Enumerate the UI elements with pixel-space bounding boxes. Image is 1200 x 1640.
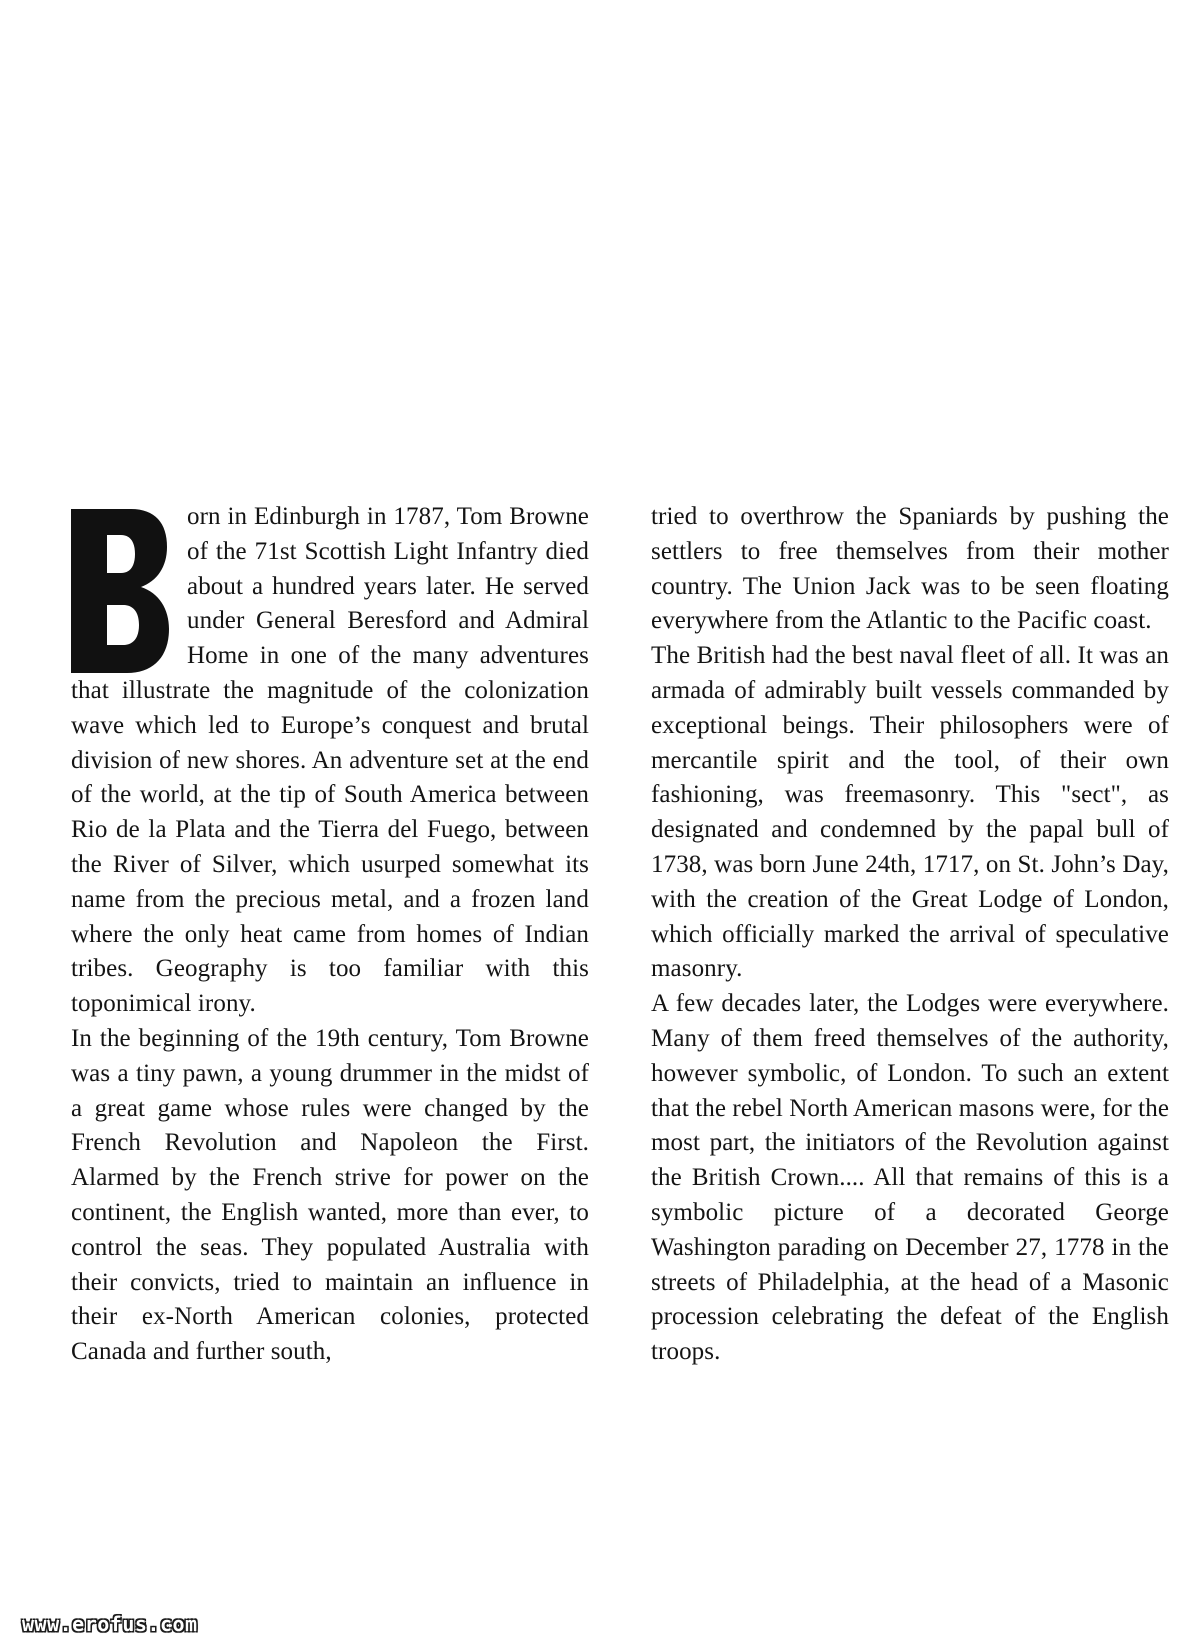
drop-cap-letter bbox=[71, 673, 72, 674]
drop-cap-b bbox=[71, 509, 169, 673]
right-text-column bbox=[651, 500, 1169, 1370]
watermark-text: www.erofus.com bbox=[22, 1612, 198, 1636]
paragraph-4: The British had the best naval fleet of all. It was an armada of admirably built vessels commanded by exceptional beings. Their philosophers were of mercantile spirit and the tool, of their own fashioning, was freemasonry. This "sect", as designated and condemned by the papal bull of 1738, was born June 24th, 1717, on St. John’s Day, with the creation of the Great Lodge of London, which officially marked the arrival of speculative masonry. bbox=[651, 642, 1169, 983]
left-text-column bbox=[71, 500, 589, 1370]
paragraph-1 bbox=[71, 500, 589, 1022]
paragraph-2: In the beginning of the 19th century, Tom Browne was a tiny pawn, a young drummer in the midst of a great game whose rules were changed by the French Revolution and Napoleon the First. Alarmed by the French strive for power on the continent, the English wanted, more than ever, to control the seas. They populated Australia with their convicts, tried to maintain an influence in their ex-North American colonies, protected Canada and further south, bbox=[71, 1024, 589, 1366]
paragraph-1-text: orn in Edinburgh in 1787, Tom Browne of the 71st Scottish Light Infantry died about a hundred years later. He served under General Beresford and Admiral Home in one of the many adventures that illustrate the magnitude of the colonization wave which led to Europe’s conquest and brutal division of new shores. An adventure set at the end of the world, at the tip of South America between Rio de la Plata and the Tierra del Fuego, between the River of Silver, which usurped somewhat its name from the precious metal, and a frozen land where the only heat came from homes of Indian tribes. Geography is too familiar with this toponimical irony. bbox=[71, 503, 589, 1018]
paragraph-3: tried to overthrow the Spaniards by pushing the settlers to free themselves from their mother country. The Union Jack was to be seen floating everywhere from the Atlantic to the Pacific coast. bbox=[651, 503, 1169, 635]
paragraph-5: A few decades later, the Lodges were everywhere. Many of them freed themselves of the authority, however symbolic, of London. To such an extent that the rebel North American masons were, for the most part, the initiators of the Revolution against the British Crown.... All that remains of this is a symbolic picture of a decorated George Washington parading on December 27, 1778 in the streets of Philadelphia, at the head of a Masonic procession celebrating the defeat of the English troops. bbox=[651, 990, 1170, 1366]
